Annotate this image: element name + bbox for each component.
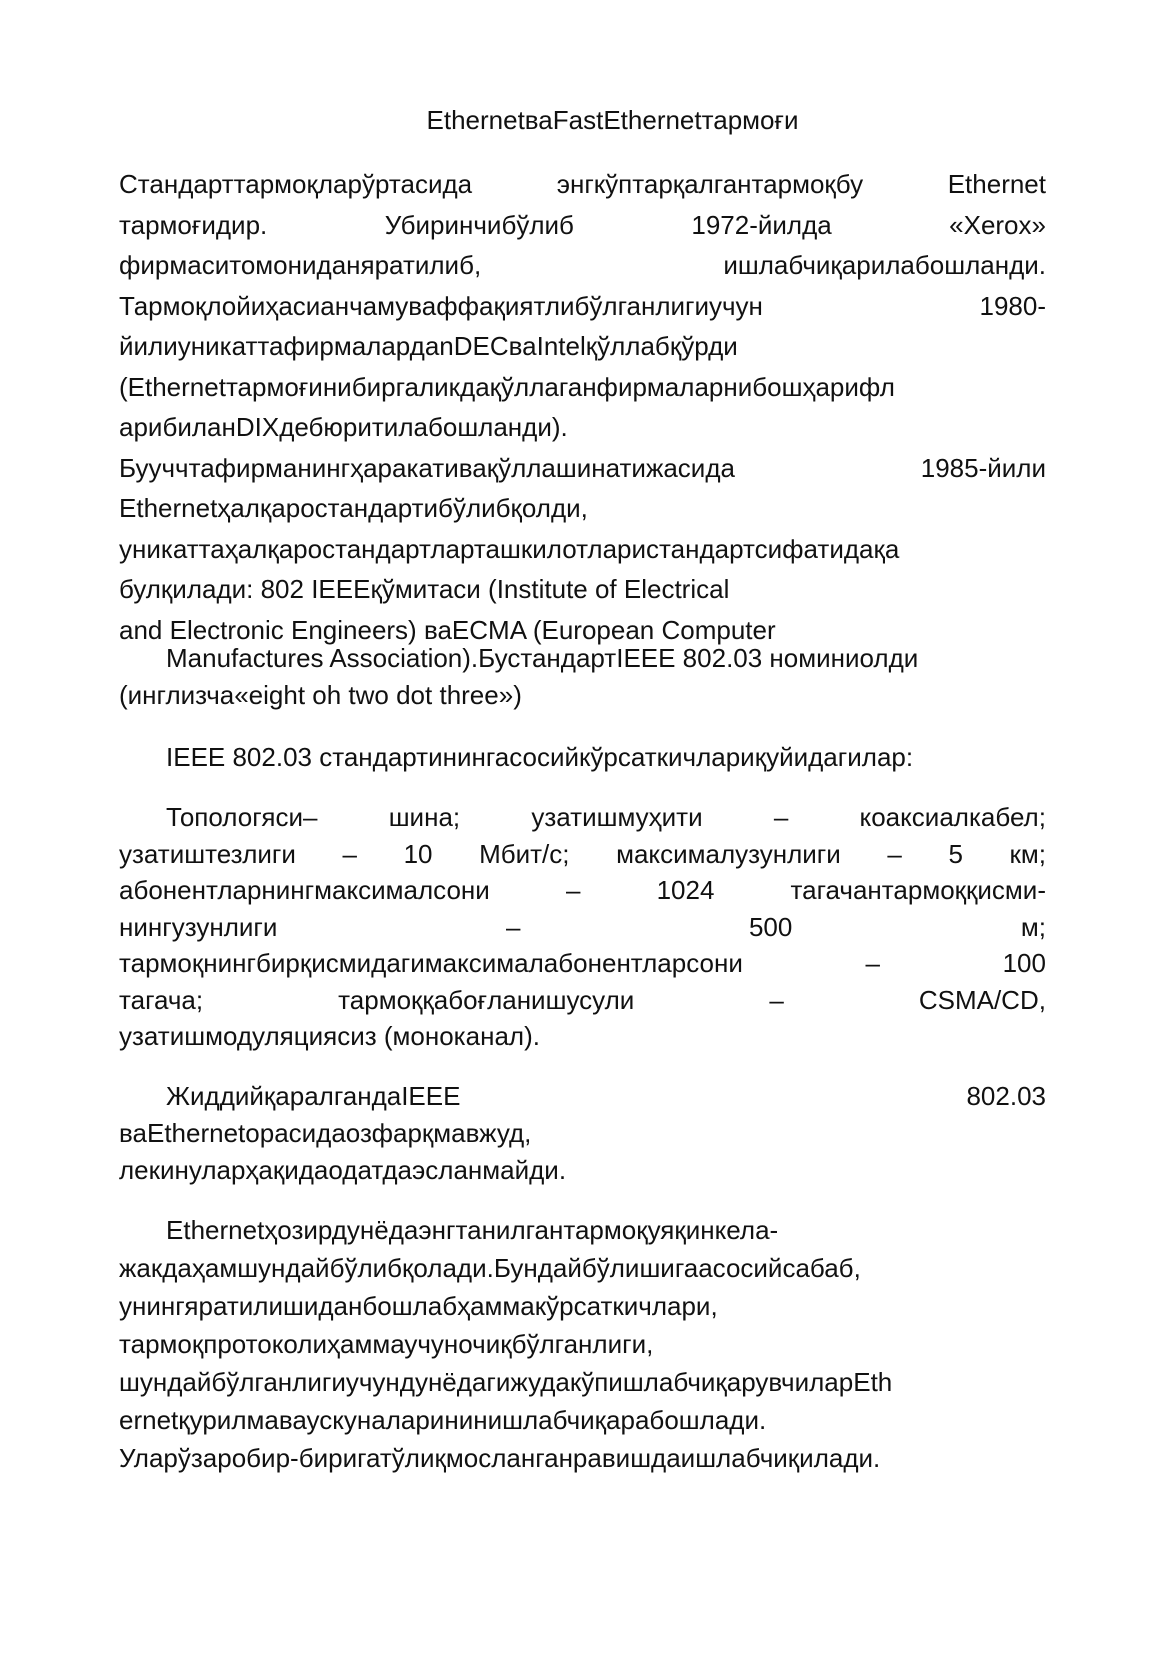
text-line: лекинуларҳақидаодатдаэсланмайди. — [119, 1155, 567, 1185]
paragraph-standard-parameters-intro — [119, 737, 1046, 778]
paragraph-ecma-standard — [119, 638, 1046, 715]
text-line: ЖиддийқаралгандаIEEE 802.03 — [166, 1081, 1046, 1111]
text-line: тармоқнингбирқисмидагимаксималабонентларсони – 100 — [119, 948, 1046, 978]
text-line: ernetқурилмаваускуналарининишлабчиқарабошлади. — [119, 1405, 767, 1435]
text-line: жакдаҳамшундайбўлибқолади.Бундайбўлишигаасосийсабаб, — [119, 1253, 861, 1283]
text-line: фирмаситомониданяратилиб, ишлабчиқарилабошланди. — [119, 250, 1046, 280]
text-line: тармоқпротоколиҳаммаучуночиқбўлганлиги, — [119, 1329, 654, 1359]
text-line: тармоғидир. Убиринчибўлиб 1972-йилда «Xerox» — [119, 209, 1046, 240]
text-line: Бууччтафирманингҳаракативақўллашинатижасида 1985-йили — [119, 452, 1046, 483]
text-line: арибиланDIXдебюритилабошланди). — [119, 412, 568, 442]
text-line: тагача; тармоққабоғланишусули – CSMA/CD, — [119, 984, 1046, 1015]
text-line: (инглизча«eight oh two dot three») — [119, 679, 522, 710]
text-line: уникаттаҳалқаростандартларташкилотларистандартсифатидақа — [119, 533, 900, 564]
document-title: EthernetваFastEthernetтармоғи — [426, 105, 799, 135]
text-line: узатишмодуляциясиз (моноканал). — [119, 1021, 540, 1051]
text-line: шундайбўлганлигиучундунёдагижудакўпишлабчиқарувчиларEth — [119, 1367, 893, 1397]
paragraph-ieee-vs-ethernet — [119, 1078, 1046, 1189]
text-line: Уларўзаробир-биригатўлиқмосланганравишдаишлабчиқилади. — [119, 1443, 881, 1473]
text-line: IEEE 802.03 стандартинингасосийкўрсаткичлариқуйидагилар: — [166, 742, 914, 772]
text-line: узатиштезлиги – 10 Мбит/с; максималузунлиги – 5 км; — [119, 838, 1046, 869]
text-line: унингяратилишиданбошлабҳаммакўрсаткичлари, — [119, 1291, 718, 1321]
text-line: нингузунлиги – 500 м; — [119, 911, 1046, 942]
paragraph-ethernet-history — [119, 164, 1046, 650]
text-line: абонентларнингмаксималсони – 1024 тагачантармоққисми- — [119, 875, 1046, 905]
text-line: Ethernetҳозирдунёдаэнгтанилгантармоқуяқинкела- — [166, 1215, 779, 1245]
text-line: йилиуникаттафирмалардanDECваIntelқўллабқўрди — [119, 331, 738, 361]
text-line: (Ethernetтармоғинибиргаликдақўллаганфирмаларнибошҳарифл — [119, 371, 895, 402]
text-line: Топологяси– шина; узатишмуҳити – коаксиалкабел; — [166, 802, 1046, 832]
text-line: Стандарттармоқларўртасида энгкўптарқалгантармоқбу Ethernet — [119, 169, 1046, 199]
text-line: Manufactures Association).БустандартIEEE 802.03 номиниолди — [166, 643, 919, 673]
text-line: and Electronic Engineers) ваECMA (European Computer — [119, 614, 776, 645]
text-line: Тармоқлойиҳасианчамуваффақиятлибўлганлигиучун 1980- — [119, 290, 1046, 321]
text-line: булқилади: 802 IEEEқўмитаси (Institute of Electrical — [119, 574, 730, 604]
text-line: ваEthernetорасидаозфарқмавжуд, — [119, 1118, 532, 1148]
paragraph-standard-parameters — [119, 799, 1046, 1055]
paragraph-ethernet-today — [119, 1211, 1046, 1477]
text-line: Ethernetҳалқаростандартибўлибқолди, — [119, 493, 588, 523]
